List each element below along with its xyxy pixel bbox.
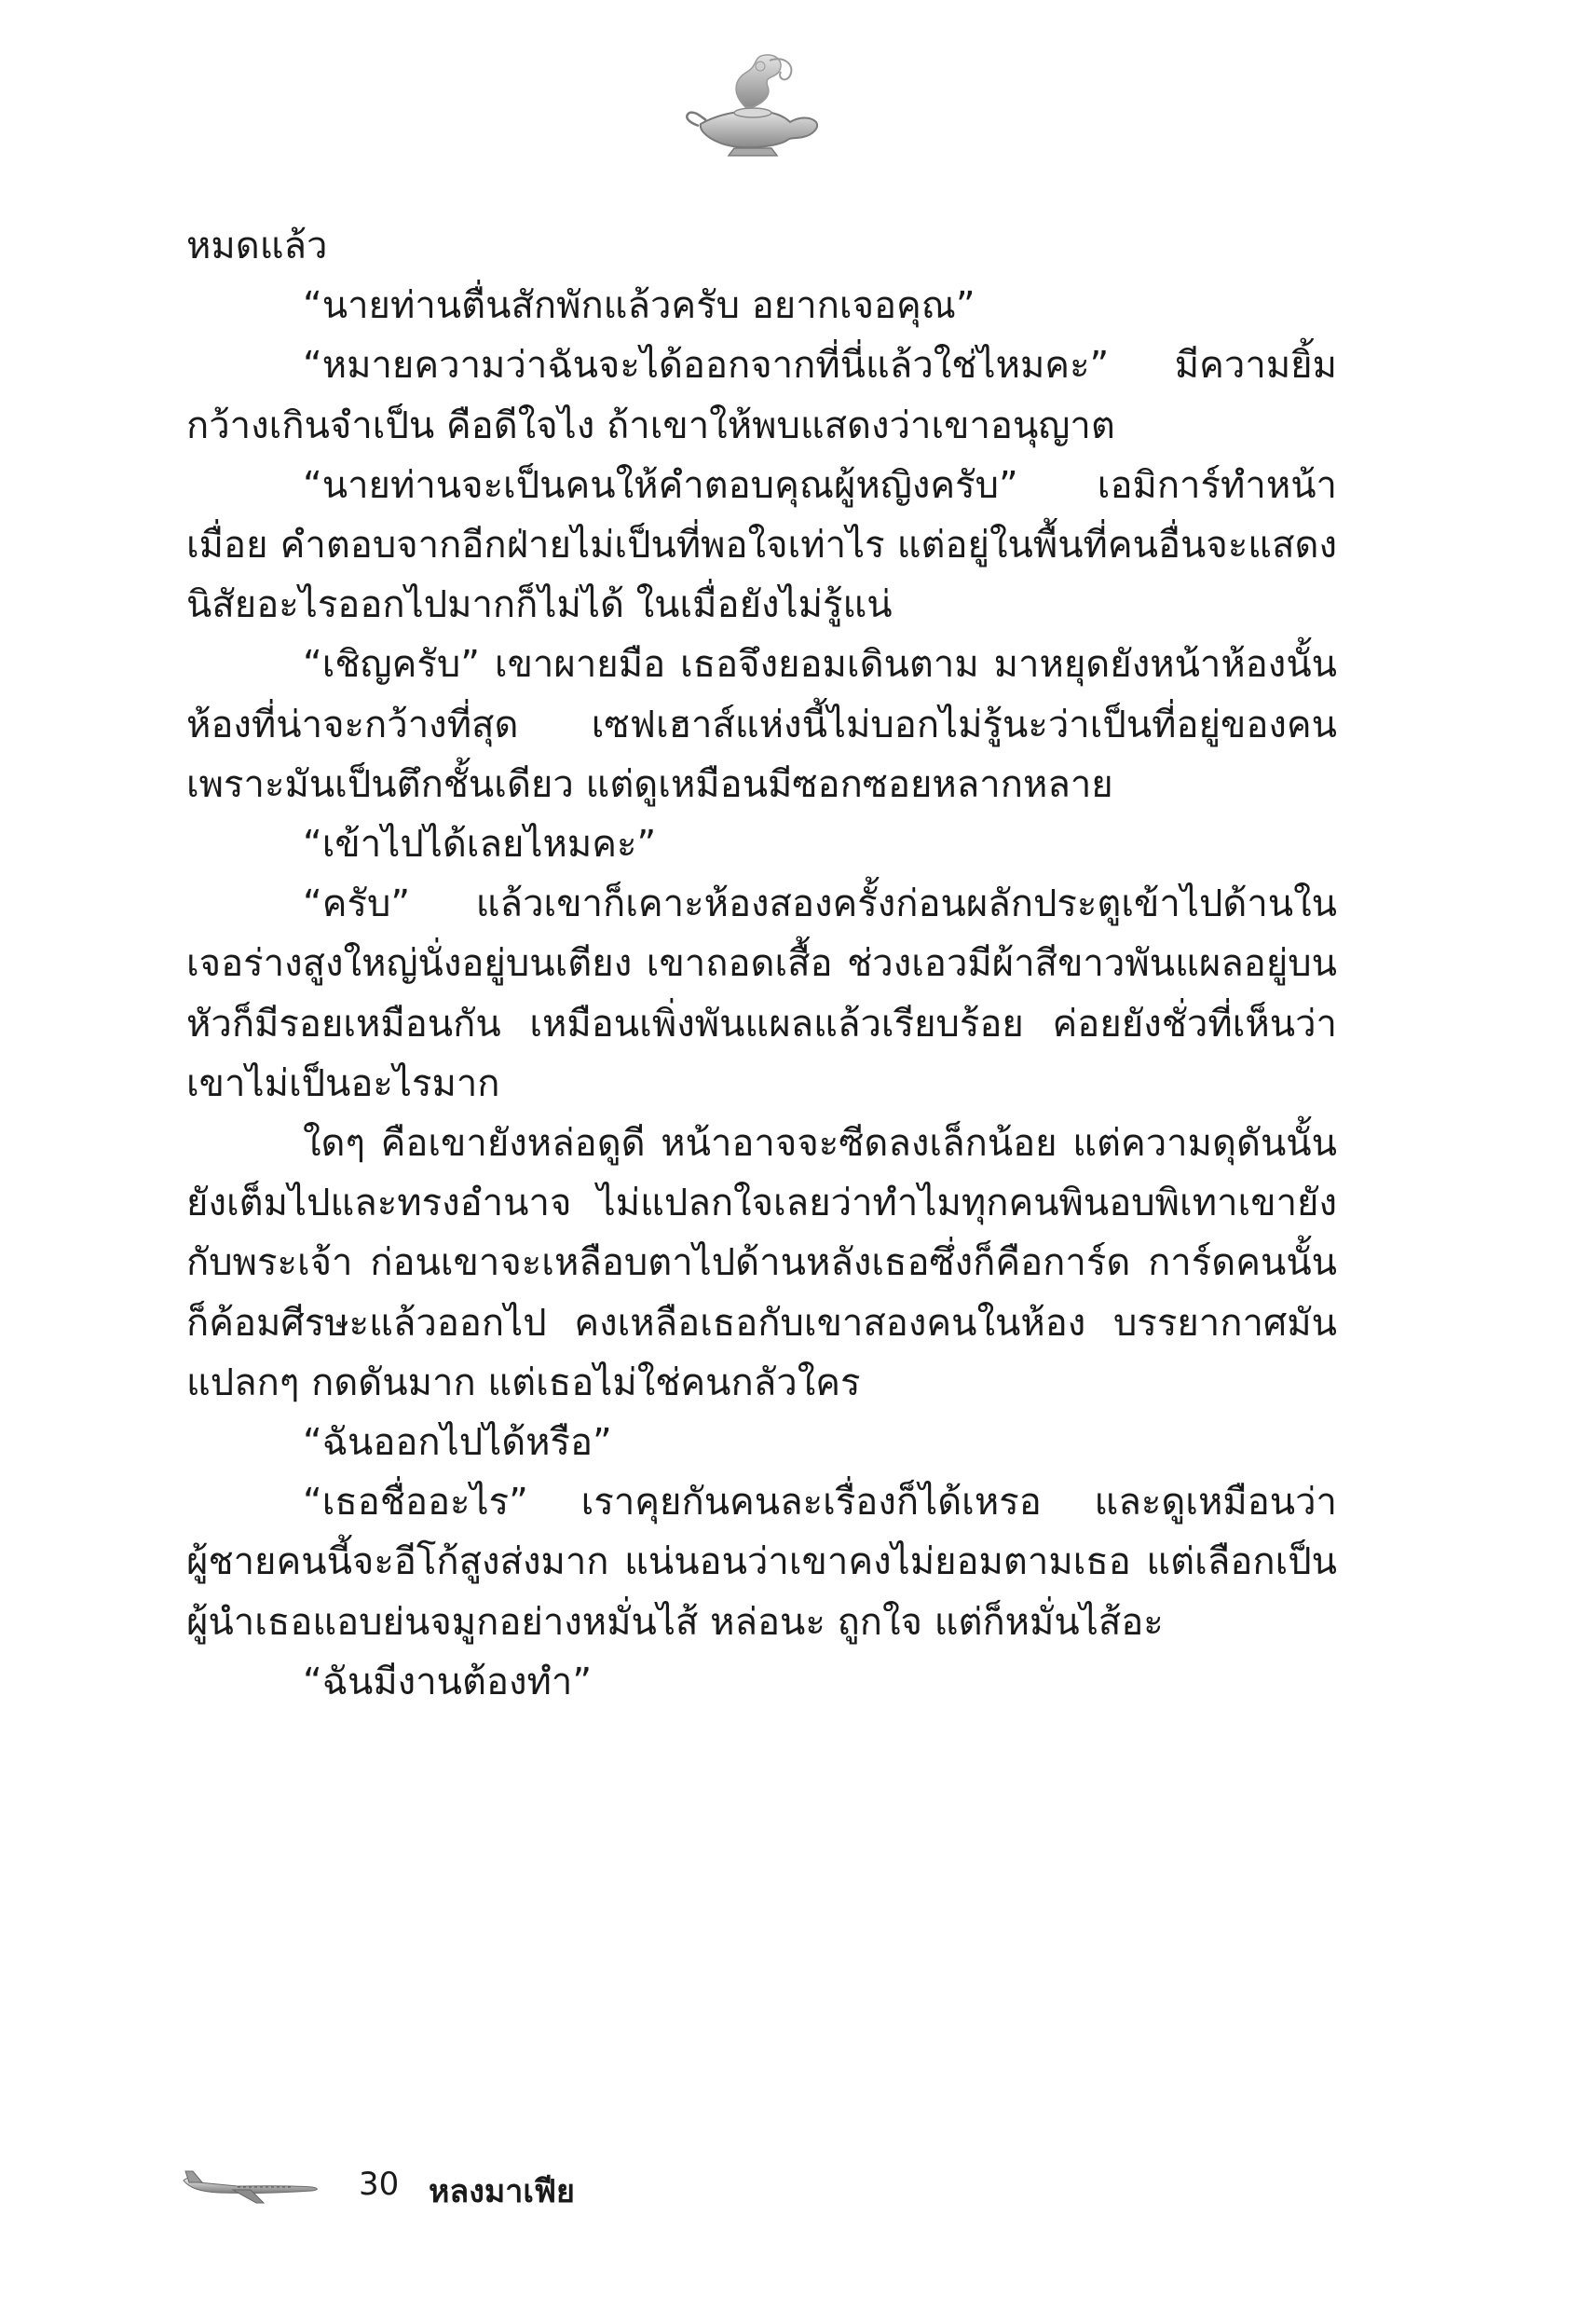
paragraph: “นายท่านตื่นสักพักแล้วครับ อยากเจอคุณ” (303, 284, 975, 328)
paragraph: “หมายความว่าฉันจะได้ออกจากที่นี่แล้วใช่ไหมคะ” มีความยิ้มกว้างเกินจำเป็น คือดีใจไง ถ้าเขาให้พบแสดงว่าเขาอนุญาต (186, 344, 1337, 447)
book-title: หลงมาเฟีย (429, 2173, 575, 2210)
paragraph: “เธอชื่ออะไร” เราคุยกันคนละเรื่องก็ได้เหรอ และดูเหมือนว่าผู้ชายคนนี้จะอีโก้สูงส่งมาก แน่นอนว่าเขาคงไม่ยอมตามเธอ แต่เลือกเป็นผู้นำเธอแอบย่นจมูกอย่างหมั่นไส้ หล่อนะ ถูกใจ แต่ก็หมั่นไส้อะ (186, 1481, 1337, 1644)
paragraph: “นายท่านจะเป็นคนให้คำตอบคุณผู้หญิงครับ” เอมิการ์ทำหน้าเมื่อย คำตอบจากอีกฝ่ายไม่เป็นที่พอใจเท่าไร แต่อยู่ในพื้นที่คนอื่นจะแสดงนิสัยอะไรออกไปมากก็ไม่ได้ ในเมื่อยังไม่รู้แน่ (186, 463, 1337, 627)
airplane-icon (182, 2167, 321, 2205)
paragraph: “ครับ” แล้วเขาก็เคาะห้องสองครั้งก่อนผลักประตูเข้าไปด้านในเจอร่างสูงใหญ่นั่งอยู่บนเตียง เขาถอดเสื้อ ช่วงเอวมีผ้าสีขาวพันแผลอยู่บนหัวก็มีรอยเหมือนกัน เหมือนเพิ่งพันแผลแล้วเรียบร้อย ค่อยยังชั่วที่เห็นว่าเขาไม่เป็นอะไรมาก (186, 882, 1337, 1105)
paragraph: “เข้าไปได้เลยไหมคะ” (303, 823, 657, 867)
page-footer (182, 2160, 741, 2216)
paragraph: “เชิญครับ” เขาผายมือ เธอจึงยอมเดินตาม มาหยุดยังหน้าห้องนั้น ห้องที่น่าจะกว้างที่สุด เซฟเฮาส์แห่งนี้ไม่บอกไม่รู้นะว่าเป็นที่อยู่ของคน เพราะมันเป็นตึกชั้นเดียว แต่ดูเหมือนมีซอกซอยหลากหลาย (186, 643, 1337, 806)
paragraph: หมดแล้ว (186, 225, 328, 267)
paragraph: “ฉันมีงานต้องทำ” (303, 1660, 593, 1703)
body-text (186, 216, 1337, 1712)
genie-lamp-icon (680, 51, 829, 158)
page-number: 30 (359, 2166, 400, 2203)
paragraph: ใดๆ คือเขายังหล่อดูดี หน้าอาจจะซีดลงเล็กน้อย แต่ความดุดันนั้นยังเต็มไปและทรงอำนาจ ไม่แปลกใจเลยว่าทำไมทุกคนพินอบพิเทาเขายังกับพระเจ้า ก่อนเขาจะเหลือบตาไปด้านหลังเธอซึ่งก็คือการ์ด การ์ดคนนั้นก็ค้อมศีรษะแล้วออกไป คงเหลือเธอกับเขาสองคนในห้อง บรรยากาศมันแปลกๆ กดดันมาก แต่เธอไม่ใช่คนกลัวใคร (186, 1122, 1337, 1404)
paragraph: “ฉันออกไปได้หรือ” (303, 1421, 612, 1465)
